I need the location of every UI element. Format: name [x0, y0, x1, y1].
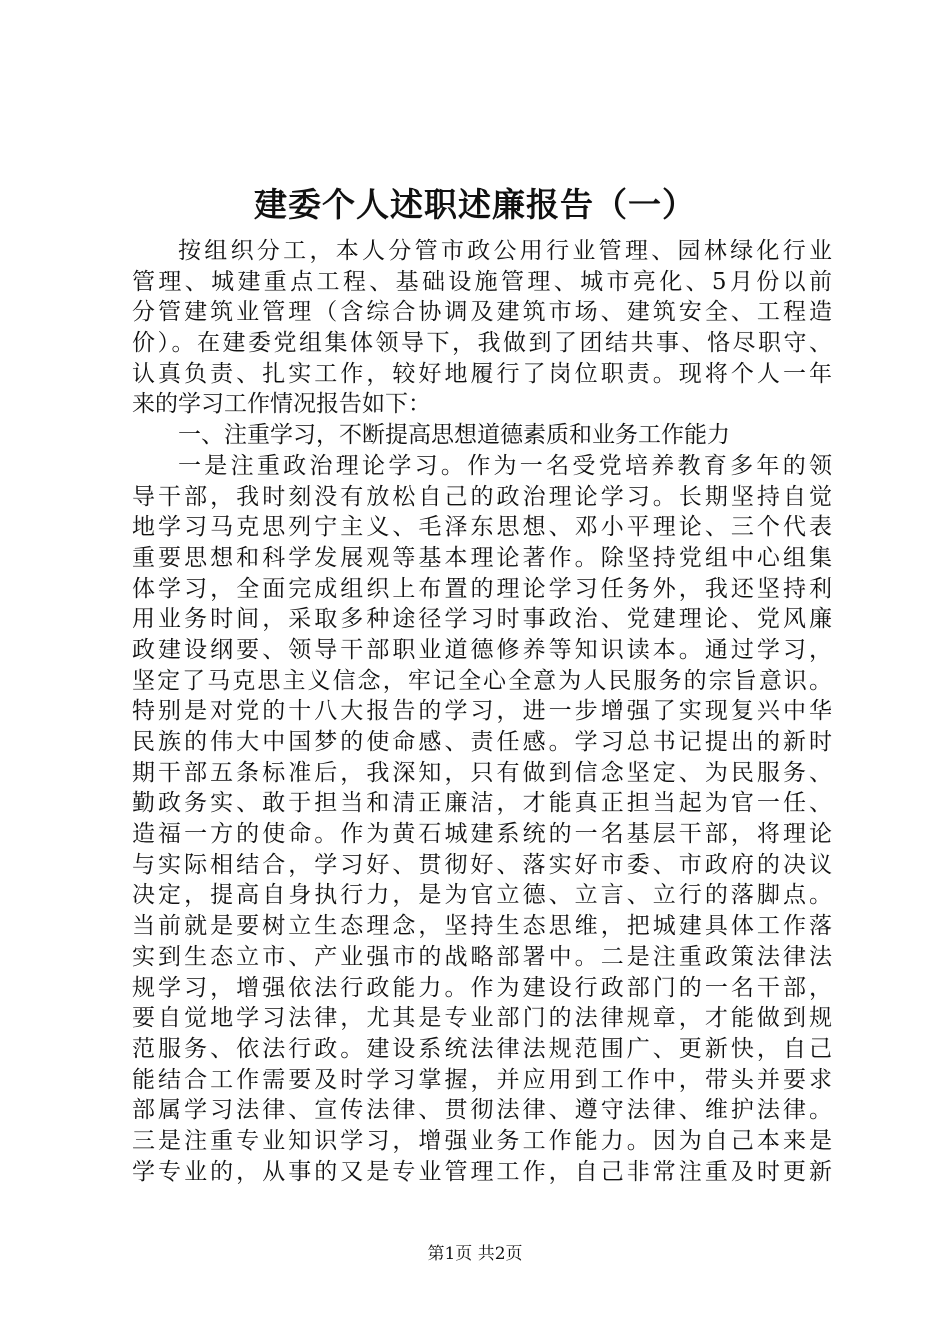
body-line: 一是注重政治理论学习。作为一名受党培养教育多年的领 [178, 452, 832, 479]
document-body [132, 236, 832, 1187]
body-line: 用业务时间，采取多种途径学习时事政治、党建理论、党风廉 [132, 606, 832, 633]
body-line: 范服务、依法行政。建设系统法律法规范围广、更新快，自己 [132, 1035, 832, 1062]
body-line: 特别是对党的十八大报告的学习，进一步增强了实现复兴中华 [132, 698, 832, 725]
body-line: 决定，提高自身执行力，是为官立德、立言、立行的落脚点。 [132, 882, 832, 909]
body-line: 地学习马克思列宁主义、毛泽东思想、邓小平理论、三个代表 [132, 514, 832, 541]
body-line: 认真负责、扎实工作，较好地履行了岗位职责。现将个人一年 [132, 360, 832, 387]
body-line: 与实际相结合，学习好、贯彻好、落实好市委、市政府的决议 [132, 851, 832, 878]
body-line: 价）。在建委党组集体领导下，我做到了团结共事、恪尽职守、 [132, 330, 832, 357]
body-line: 按组织分工，本人分管市政公用行业管理、园林绿化行业 [178, 238, 832, 264]
body-line: 三是注重专业知识学习，增强业务工作能力。因为自己本来是 [132, 1127, 832, 1154]
section-heading: 一、注重学习，不断提高思想道德素质和业务工作能力 [178, 422, 730, 449]
page-footer: 第1页 共2页 [427, 1244, 523, 1264]
body-line: 要自觉地学习法律，尤其是专业部门的法律规章，才能做到规 [132, 1005, 832, 1032]
body-line: 导干部，我时刻没有放松自己的政治理论学习。长期坚持自觉 [132, 483, 832, 510]
body-line: 民族的伟大中国梦的使命感、责任感。学习总书记提出的新时 [132, 729, 832, 755]
body-line: 分管建筑业管理（含综合协调及建筑市场、建筑安全、工程造 [132, 299, 832, 326]
body-line: 勤政务实、敢于担当和清正廉洁，才能真正担当起为官一任、 [132, 790, 832, 817]
body-line: 管理、城建重点工程、基础设施管理、城市亮化、5月份以前 [132, 268, 832, 295]
body-line: 政建设纲要、领导干部职业道德修养等知识读本。通过学习， [132, 636, 832, 663]
body-line: 当前就是要树立生态理念，坚持生态思维，把城建具体工作落 [132, 913, 832, 940]
body-line: 学专业的，从事的又是专业管理工作，自己非常注重及时更新 [132, 1158, 832, 1185]
body-line: 坚定了马克思主义信念，牢记全心全意为人民服务的宗旨意识。 [132, 667, 832, 694]
body-line: 规学习，增强依法行政能力。作为建设行政部门的一名干部， [132, 974, 832, 1001]
body-line: 来的学习工作情况报告如下： [132, 391, 431, 418]
body-line: 期干部五条标准后，我深知，只有做到信念坚定、为民服务、 [132, 759, 832, 786]
body-line: 能结合工作需要及时学习掌握，并应用到工作中，带头并要求 [132, 1066, 832, 1093]
body-line: 体学习，全面完成组织上布置的理论学习任务外，我还坚持利 [132, 575, 832, 602]
body-line: 造福一方的使命。作为黄石城建系统的一名基层干部，将理论 [132, 821, 832, 848]
body-line: 部属学习法律、宣传法律、贯彻法律、遵守法律、维护法律。 [132, 1097, 832, 1124]
body-line: 实到生态立市、产业强市的战略部署中。二是注重政策法律法 [132, 943, 832, 970]
body-line: 重要思想和科学发展观等基本理论著作。除坚持党组中心组集 [132, 544, 832, 571]
document-title: 建委个人述职述廉报告（一） [254, 185, 696, 224]
